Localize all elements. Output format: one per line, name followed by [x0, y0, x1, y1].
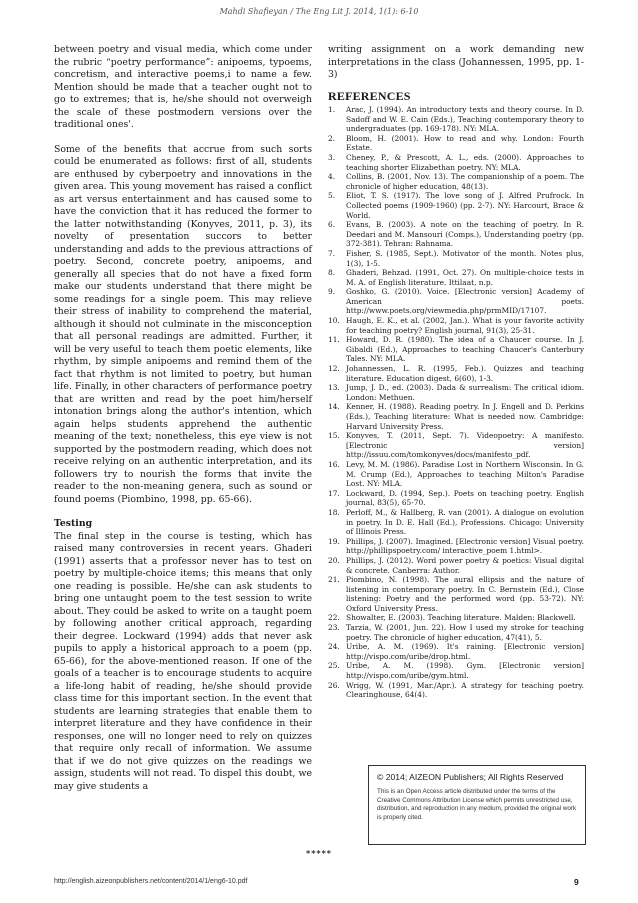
- license-title: © 2014; AIZEON Publishers; All Rights Reserved: [377, 772, 564, 782]
- references-list: [328, 105, 584, 700]
- reference-text: Ghaderi, Behzad. (1991, Oct. 27). On multiple-choice tests in M. A. of English literature. Ittilaat, n.p.: [346, 268, 584, 287]
- reference-text: Wrigg, W. (1991, Mar./Apr.). A strategy for teaching poetry. Clearinghouse, 64(4).: [346, 680, 584, 700]
- license-text: This is an Open Access article distributed under the terms of the Creative Commons Attribution License which permits unrestricted use, distribution, and reproduction in any medium, provided the original work is properly cited.: [377, 788, 577, 821]
- license-box: [368, 765, 586, 845]
- reference-item: [328, 383, 584, 402]
- continued-paragraph: writing assignment on a work demanding new interpretations in the class (Johannessen, 1995, pp. 1-3): [328, 44, 584, 80]
- right-column: [328, 44, 584, 700]
- reference-number: 3.: [328, 152, 336, 162]
- reference-item: [328, 335, 584, 364]
- reference-number: 17.: [328, 488, 340, 498]
- reference-number: 4.: [328, 172, 336, 182]
- left-column: [54, 44, 312, 805]
- reference-number: 1.: [328, 105, 336, 114]
- reference-number: 5.: [328, 191, 336, 201]
- reference-item: [328, 191, 584, 220]
- reference-item: [328, 105, 584, 134]
- reference-text: Piombino, N. (1998). The aural ellipsis and the nature of listening in contemporary poetry. In C. Bernstein (Ed.), Close listening: Poetry and the performed word (pp. 53-72). NY: Oxford University Press.: [346, 575, 584, 613]
- reference-number: 12.: [328, 364, 340, 374]
- reference-item: [328, 316, 584, 335]
- reference-number: 22.: [328, 613, 340, 623]
- reference-number: 20.: [328, 555, 340, 565]
- reference-text: Uribe, A. M. (1998). Gym. [Electronic version] http://vispo.com/uribe/gym.html.: [346, 661, 584, 681]
- reference-item: [328, 134, 584, 153]
- reference-text: Arac, J. (1994). An introductory texts and theory course. In D. Sadoff and W. E. Cain (Eds.), Teaching contemporary theory to undergraduates (pp. 169-178). NY: MLA.: [346, 105, 584, 134]
- reference-text: Bloom, H. (2001). How to read and why. London: Fourth Estate.: [346, 133, 584, 153]
- reference-number: 18.: [328, 507, 340, 517]
- reference-text: Phillips, J. (2007). Imagined. [Electronic version] Visual poetry. http://phillipspoetry.com/ interactive_poem 1.html>.: [346, 536, 584, 556]
- reference-text: Cheney, P., & Prescott, A. L., eds. (2000). Approaches to teaching shorter Elizabethan poetry. NY: MLA.: [346, 152, 584, 172]
- reference-text: Perloff, M., & Hallberg, R. van (2001). A dialogue on evolution in poetry. In D. E. Hall (Ed.), Professions. Chicago: University of Illinois Press.: [346, 507, 584, 537]
- page-number: 9: [574, 877, 579, 887]
- reference-item: [328, 402, 584, 431]
- reference-text: Eliot, T. S. (1917). The love song of J. Alfred Prufrock. In Collected poems (1909-1960) (pp. 2-7). NY: Harcourt, Brace & World.: [346, 191, 584, 220]
- reference-number: 15.: [328, 431, 340, 441]
- reference-number: 7.: [328, 248, 336, 258]
- reference-text: Uribe, A. M. (1969). It's raining. [Electronic version] http://vispo.com/uribe/drop.html.: [346, 642, 584, 661]
- reference-text: Howard, D. R. (1980). The idea of a Chaucer course. In J. Gibaldi (Ed.), Approaches to teaching Chaucer's Canterbury Tales. NY: MLA.: [346, 335, 584, 364]
- reference-number: 21.: [328, 575, 340, 585]
- reference-text: Lockward, D. (1994, Sep.). Poets on teaching poetry. English journal, 83(5), 65-70.: [346, 488, 584, 508]
- reference-text: Kenner, H. (1988). Reading poetry. In J. Engell and D. Perkins (Eds.), Teaching literature: What is needed now. Cambridge: Harvard University Press.: [346, 402, 584, 431]
- reference-item: [328, 623, 584, 642]
- reference-item: [328, 287, 584, 316]
- reference-text: Tarzia, W. (2001, Jun. 22). How I used my stroke for teaching poetry. The chronicle of higher education, 47(41), 5.: [346, 623, 584, 642]
- body-paragraph: Some of the benefits that accrue from such sorts could be enumerated as follows: first of all, students are enthused by cyberpoetry and innovations in the given area. This young movement has raised a conflict as art versus entertainment and has caused some to have the conviction that it has reduced the former to the latter notwithstanding (Konyves, 2011, p. 3), its novelty of presentation succors to better understanding and adds to the previous attractions of poetry. Second, concrete poetry, anipoems, and generally all species that do not have a fixed form make our students understand that there might be some readings for a single poem. This may relieve their stress of inability to comprehend the material, although it should not culminate in the misconception that all personal readings are admitted. Further, it will be very useful to teach them poetic elements, like rhythm, by simple anipoems and remind them of the fact that rhythm is not limited to poetry, but human life. Finally, in other characters of performance poetry that are written and read by the poet him/herself intonation brings along the author's intention, which again helps students apprehend the authentic meaning of the text; nonetheless, this eye view is not supported by the postmodern reading, which does not receive relying on an authentic interpretation, and its followers try to nourish the forms that invite the reader to the non-meaning genera, such as sound or found poems (Piombino, 1998, pp. 65-66).: [54, 143, 312, 505]
- end-separator: *****: [306, 848, 332, 858]
- reference-item: [328, 364, 584, 383]
- reference-text: Haugh, E. K., et al. (2002, Jan.). What is your favorite activity for teaching poetry? English journal, 91(3), 25-31.: [346, 316, 584, 335]
- reference-text: Collins, B. (2001, Nov. 13). The companionship of a poem. The chronicle of higher education, 48(13).: [346, 172, 584, 191]
- reference-number: 24.: [328, 642, 340, 652]
- reference-text: Levy, M. M. (1986). Paradise Lost in Northern Wisconsin. In G. M. Crump (Ed.), Approaches to teaching Milton's Paradise Lost. NY: MLA.: [346, 459, 584, 489]
- reference-text: Goshko, G. (2010). Voice. [Electronic version] Academy of American poets. http://www.poets.org/viewmedia.php/prmMID/17107.: [346, 287, 584, 316]
- reference-number: 23.: [328, 623, 340, 633]
- reference-item: [328, 537, 584, 556]
- section-heading-testing: Testing: [54, 518, 93, 529]
- body-paragraph: The final step in the course is testing, which has raised many controversies in recent years. Ghaderi (1991) asserts that a professor never has to test on poetry by multiple-choice items; this means that only one reading is possible. He/she can ask students to bring one untaught poem to the test session to write about. They could be asked to write on a taught poem by following another critical approach, regarding their degree. Lockward (1994) adds that never ask pupils to apply a historical approach to a poem (pp. 65-66), for the above-mentioned reason. If one of the goals of a teacher is to encourage students to acquire a life-long habit of reading, he/she should provide class time for this important section. In the event that students are learning strategies that enable them to interpret literature and they have confidence in their responses, one will no longer need to rely on quizzes that require only recall of information. We assume that if we do not give quizzes on the readings we assign, students will not read. To dispel this doubt, we may give students a: [54, 530, 312, 792]
- reference-number: 26.: [328, 680, 340, 690]
- body-paragraph: between poetry and visual media, which come under the rubric “poetry performance”: anipoems, typoems, concretism, and interactive poems,i to name a few. Mention should be made that a teacher ought not to go to extremes; that is, he/she should not overweigh the scale of these postmodern versions over the traditional ones'.: [54, 44, 312, 130]
- reference-item: [328, 661, 584, 680]
- footer-url[interactable]: http://english.aizeonpublishers.net/content/2014/1/eng6-10.pdf: [54, 878, 248, 885]
- reference-text: Phillips, J. (2012). Word power poetry & poetics: Visual digital & concrete. Canberra: Author.: [346, 555, 584, 575]
- reference-item: [328, 172, 584, 191]
- reference-number: 13.: [328, 383, 340, 393]
- reference-number: 9.: [328, 287, 336, 297]
- reference-item: [328, 460, 584, 489]
- reference-number: 25.: [328, 661, 340, 671]
- reference-number: 16.: [328, 459, 340, 469]
- reference-text: Johannessen, L. R. (1995, Feb.). Quizzes and teaching literature. Education digest, 6(60), 1-3.: [346, 364, 584, 383]
- reference-item: [328, 613, 584, 623]
- reference-text: Showalter, E. (2003). Teaching literature. Malden: Blackwell.: [346, 613, 576, 623]
- reference-item: [328, 431, 584, 460]
- reference-text: Jump, J. D., ed. (2003). Dada & surrealism: The critical idiom. London: Methuen.: [346, 383, 584, 402]
- reference-item: [328, 508, 584, 537]
- reference-number: 19.: [328, 536, 340, 546]
- reference-item: [328, 681, 584, 700]
- reference-text: Fisher, S. (1985, Sept.). Motivator of the month. Notes plus, 1(3), 1-5.: [346, 248, 584, 268]
- reference-number: 2.: [328, 133, 336, 143]
- reference-item: [328, 556, 584, 575]
- reference-number: 8.: [328, 268, 336, 278]
- reference-text: Konyves, T. (2011, Sept. 7). Videopoetry: A manifesto. [Electronic version] http://issuu.com/tomkonyves/docs/manifesto_pdf.: [346, 431, 584, 460]
- reference-item: [328, 642, 584, 661]
- reference-number: 11.: [328, 335, 340, 345]
- references-heading: REFERENCES: [328, 88, 411, 103]
- reference-number: 14.: [328, 402, 340, 412]
- reference-number: 10.: [328, 316, 340, 326]
- reference-item: [328, 575, 584, 613]
- reference-text: Evans, B. (2003). A note on the teaching of poetry. In R. Deedari and M. Mansouri (Comps.), Understanding poetry (pp. 372-381). Tehran: Rahnama.: [346, 220, 584, 249]
- reference-item: [328, 220, 584, 249]
- reference-item: [328, 153, 584, 172]
- reference-item: [328, 489, 584, 508]
- reference-item: [328, 249, 584, 268]
- reference-number: 6.: [328, 220, 336, 230]
- reference-item: [328, 268, 584, 287]
- running-head: Mahdi Shafieyan / The Eng Lit J. 2014, 1(1): 6-10: [219, 7, 419, 16]
